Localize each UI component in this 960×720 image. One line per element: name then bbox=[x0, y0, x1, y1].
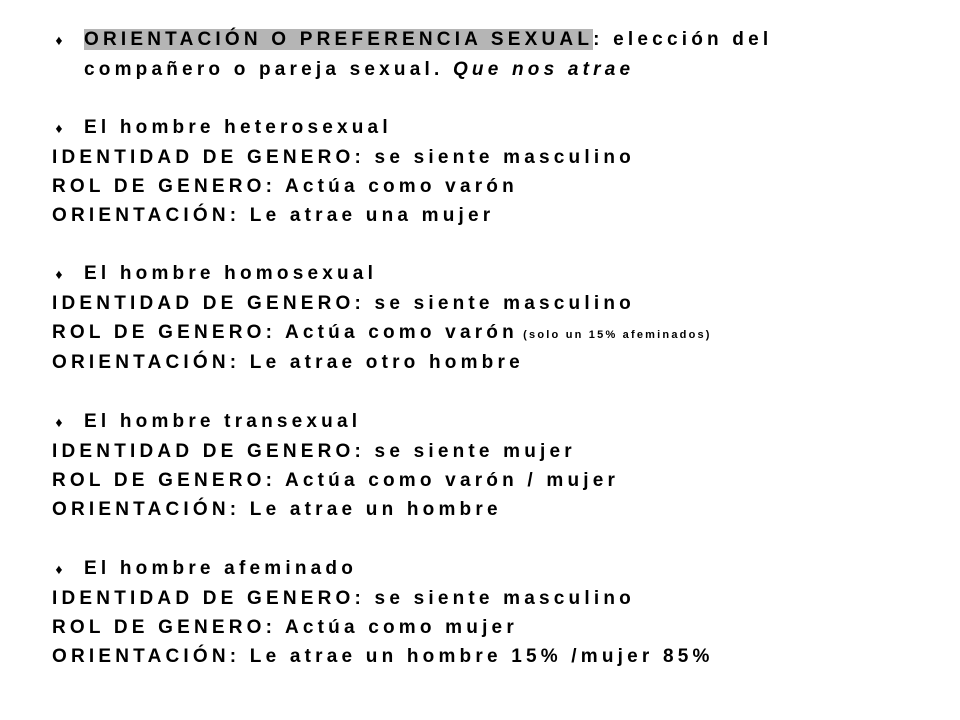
intro-line-2 bbox=[84, 58, 634, 82]
intro-definition-continued: compañero o pareja sexual. bbox=[84, 59, 444, 80]
orientation-line bbox=[52, 645, 714, 669]
identity-value: se siente masculino bbox=[365, 588, 635, 609]
role-label: ROL DE GENERO: bbox=[52, 470, 277, 491]
intro-term-highlighted: ORIENTACIÓN O PREFERENCIA SEXUAL bbox=[84, 29, 594, 50]
orientation-label: ORIENTACIÓN: bbox=[52, 499, 241, 520]
role-line bbox=[52, 469, 619, 493]
role-line bbox=[52, 321, 712, 347]
role-note: (solo un 15% afeminados) bbox=[517, 329, 712, 341]
intro-emphasis: Que nos atrae bbox=[443, 59, 635, 80]
section-heading: El hombre heterosexual bbox=[84, 117, 392, 138]
orientation-value: Le atrae una mujer bbox=[240, 205, 495, 226]
intro-line-1 bbox=[84, 28, 772, 52]
role-value: Actúa como mujer bbox=[276, 617, 518, 638]
section-heading: El hombre transexual bbox=[84, 411, 362, 432]
identity-line bbox=[52, 440, 576, 464]
diamond-bullet-icon: ♦ bbox=[55, 266, 63, 282]
role-value: Actúa como varón bbox=[276, 322, 518, 343]
diamond-bullet-icon: ♦ bbox=[55, 561, 63, 577]
role-value: Actúa como varón / mujer bbox=[276, 470, 620, 491]
role-label: ROL DE GENERO: bbox=[52, 322, 277, 343]
identity-label: IDENTIDAD DE GENERO: bbox=[52, 293, 366, 314]
identity-label: IDENTIDAD DE GENERO: bbox=[52, 588, 366, 609]
orientation-label: ORIENTACIÓN: bbox=[52, 352, 241, 373]
identity-value: se siente masculino bbox=[365, 147, 635, 168]
role-label: ROL DE GENERO: bbox=[52, 617, 277, 638]
orientation-line bbox=[52, 204, 494, 228]
orientation-value: Le atrae otro hombre bbox=[240, 352, 524, 373]
section-heading: El hombre afeminado bbox=[84, 558, 358, 579]
diamond-bullet-icon: ♦ bbox=[55, 32, 63, 48]
identity-line bbox=[52, 587, 635, 611]
role-value: Actúa como varón bbox=[276, 176, 518, 197]
identity-label: IDENTIDAD DE GENERO: bbox=[52, 441, 366, 462]
identity-value: se siente mujer bbox=[365, 441, 576, 462]
role-line bbox=[52, 616, 518, 640]
identity-line bbox=[52, 292, 635, 316]
role-label: ROL DE GENERO: bbox=[52, 176, 277, 197]
diamond-bullet-icon: ♦ bbox=[55, 414, 63, 430]
orientation-label: ORIENTACIÓN: bbox=[52, 646, 241, 667]
identity-label: IDENTIDAD DE GENERO: bbox=[52, 147, 366, 168]
intro-definition: elección del bbox=[603, 29, 773, 50]
identity-value: se siente masculino bbox=[365, 293, 635, 314]
orientation-line bbox=[52, 351, 524, 375]
section-heading: El hombre homosexual bbox=[84, 263, 378, 284]
role-line bbox=[52, 175, 518, 199]
orientation-label: ORIENTACIÓN: bbox=[52, 205, 241, 226]
intro-colon: : bbox=[593, 29, 604, 50]
identity-line bbox=[52, 146, 635, 170]
orientation-value: Le atrae un hombre 15% /mujer 85% bbox=[240, 646, 714, 667]
orientation-value: Le atrae un hombre bbox=[240, 499, 502, 520]
orientation-line bbox=[52, 498, 502, 522]
diamond-bullet-icon: ♦ bbox=[55, 120, 63, 136]
